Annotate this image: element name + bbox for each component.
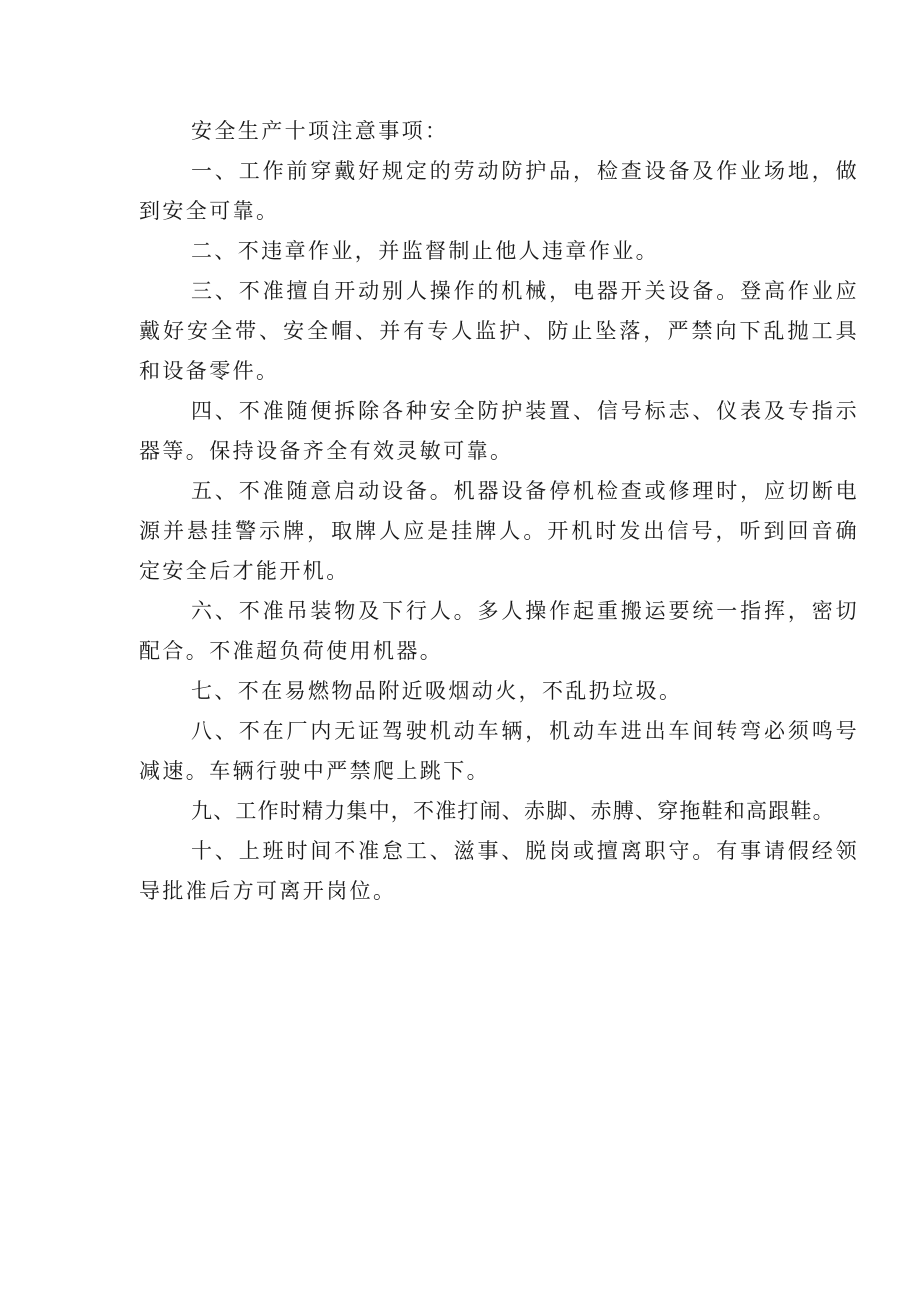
rule-item-8: 八、不在厂内无证驾驶机动车辆，机动车进出车间转弯必须鸣号减速。车辆行驶中严禁爬上跳下。	[139, 719, 859, 783]
document-body	[139, 111, 859, 911]
rule-item-3: 三、不准擅自开动别人操作的机械，电器开关设备。登高作业应戴好安全带、安全帽、并有专人监护、防止坠落，严禁向下乱抛工具和设备零件。	[139, 279, 859, 383]
rule-item-1: 一、工作前穿戴好规定的劳动防护品，检查设备及作业场地，做到安全可靠。	[139, 159, 859, 223]
document-title: 安全生产十项注意事项：	[191, 119, 449, 143]
rule-item-7: 七、不在易燃物品附近吸烟动火，不乱扔垃圾。	[191, 679, 683, 703]
rule-item-9: 九、工作时精力集中，不准打闹、赤脚、赤膊、穿拖鞋和高跟鞋。	[191, 799, 835, 823]
rule-item-4: 四、不准随便拆除各种安全防护装置、信号标志、仪表及专指示器等。保持设备齐全有效灵敏可靠。	[139, 399, 859, 463]
rule-item-5: 五、不准随意启动设备。机器设备停机检查或修理时，应切断电源并悬挂警示牌，取牌人应是挂牌人。开机时发出信号，听到回音确定安全后才能开机。	[139, 479, 859, 583]
rule-item-6: 六、不准吊装物及下行人。多人操作起重搬运要统一指挥，密切配合。不准超负荷使用机器。	[139, 599, 859, 663]
rule-item-10: 十、上班时间不准怠工、滋事、脱岗或擅离职守。有事请假经领导批准后方可离开岗位。	[139, 839, 859, 903]
rule-item-2: 二、不违章作业，并监督制止他人违章作业。	[191, 239, 659, 263]
